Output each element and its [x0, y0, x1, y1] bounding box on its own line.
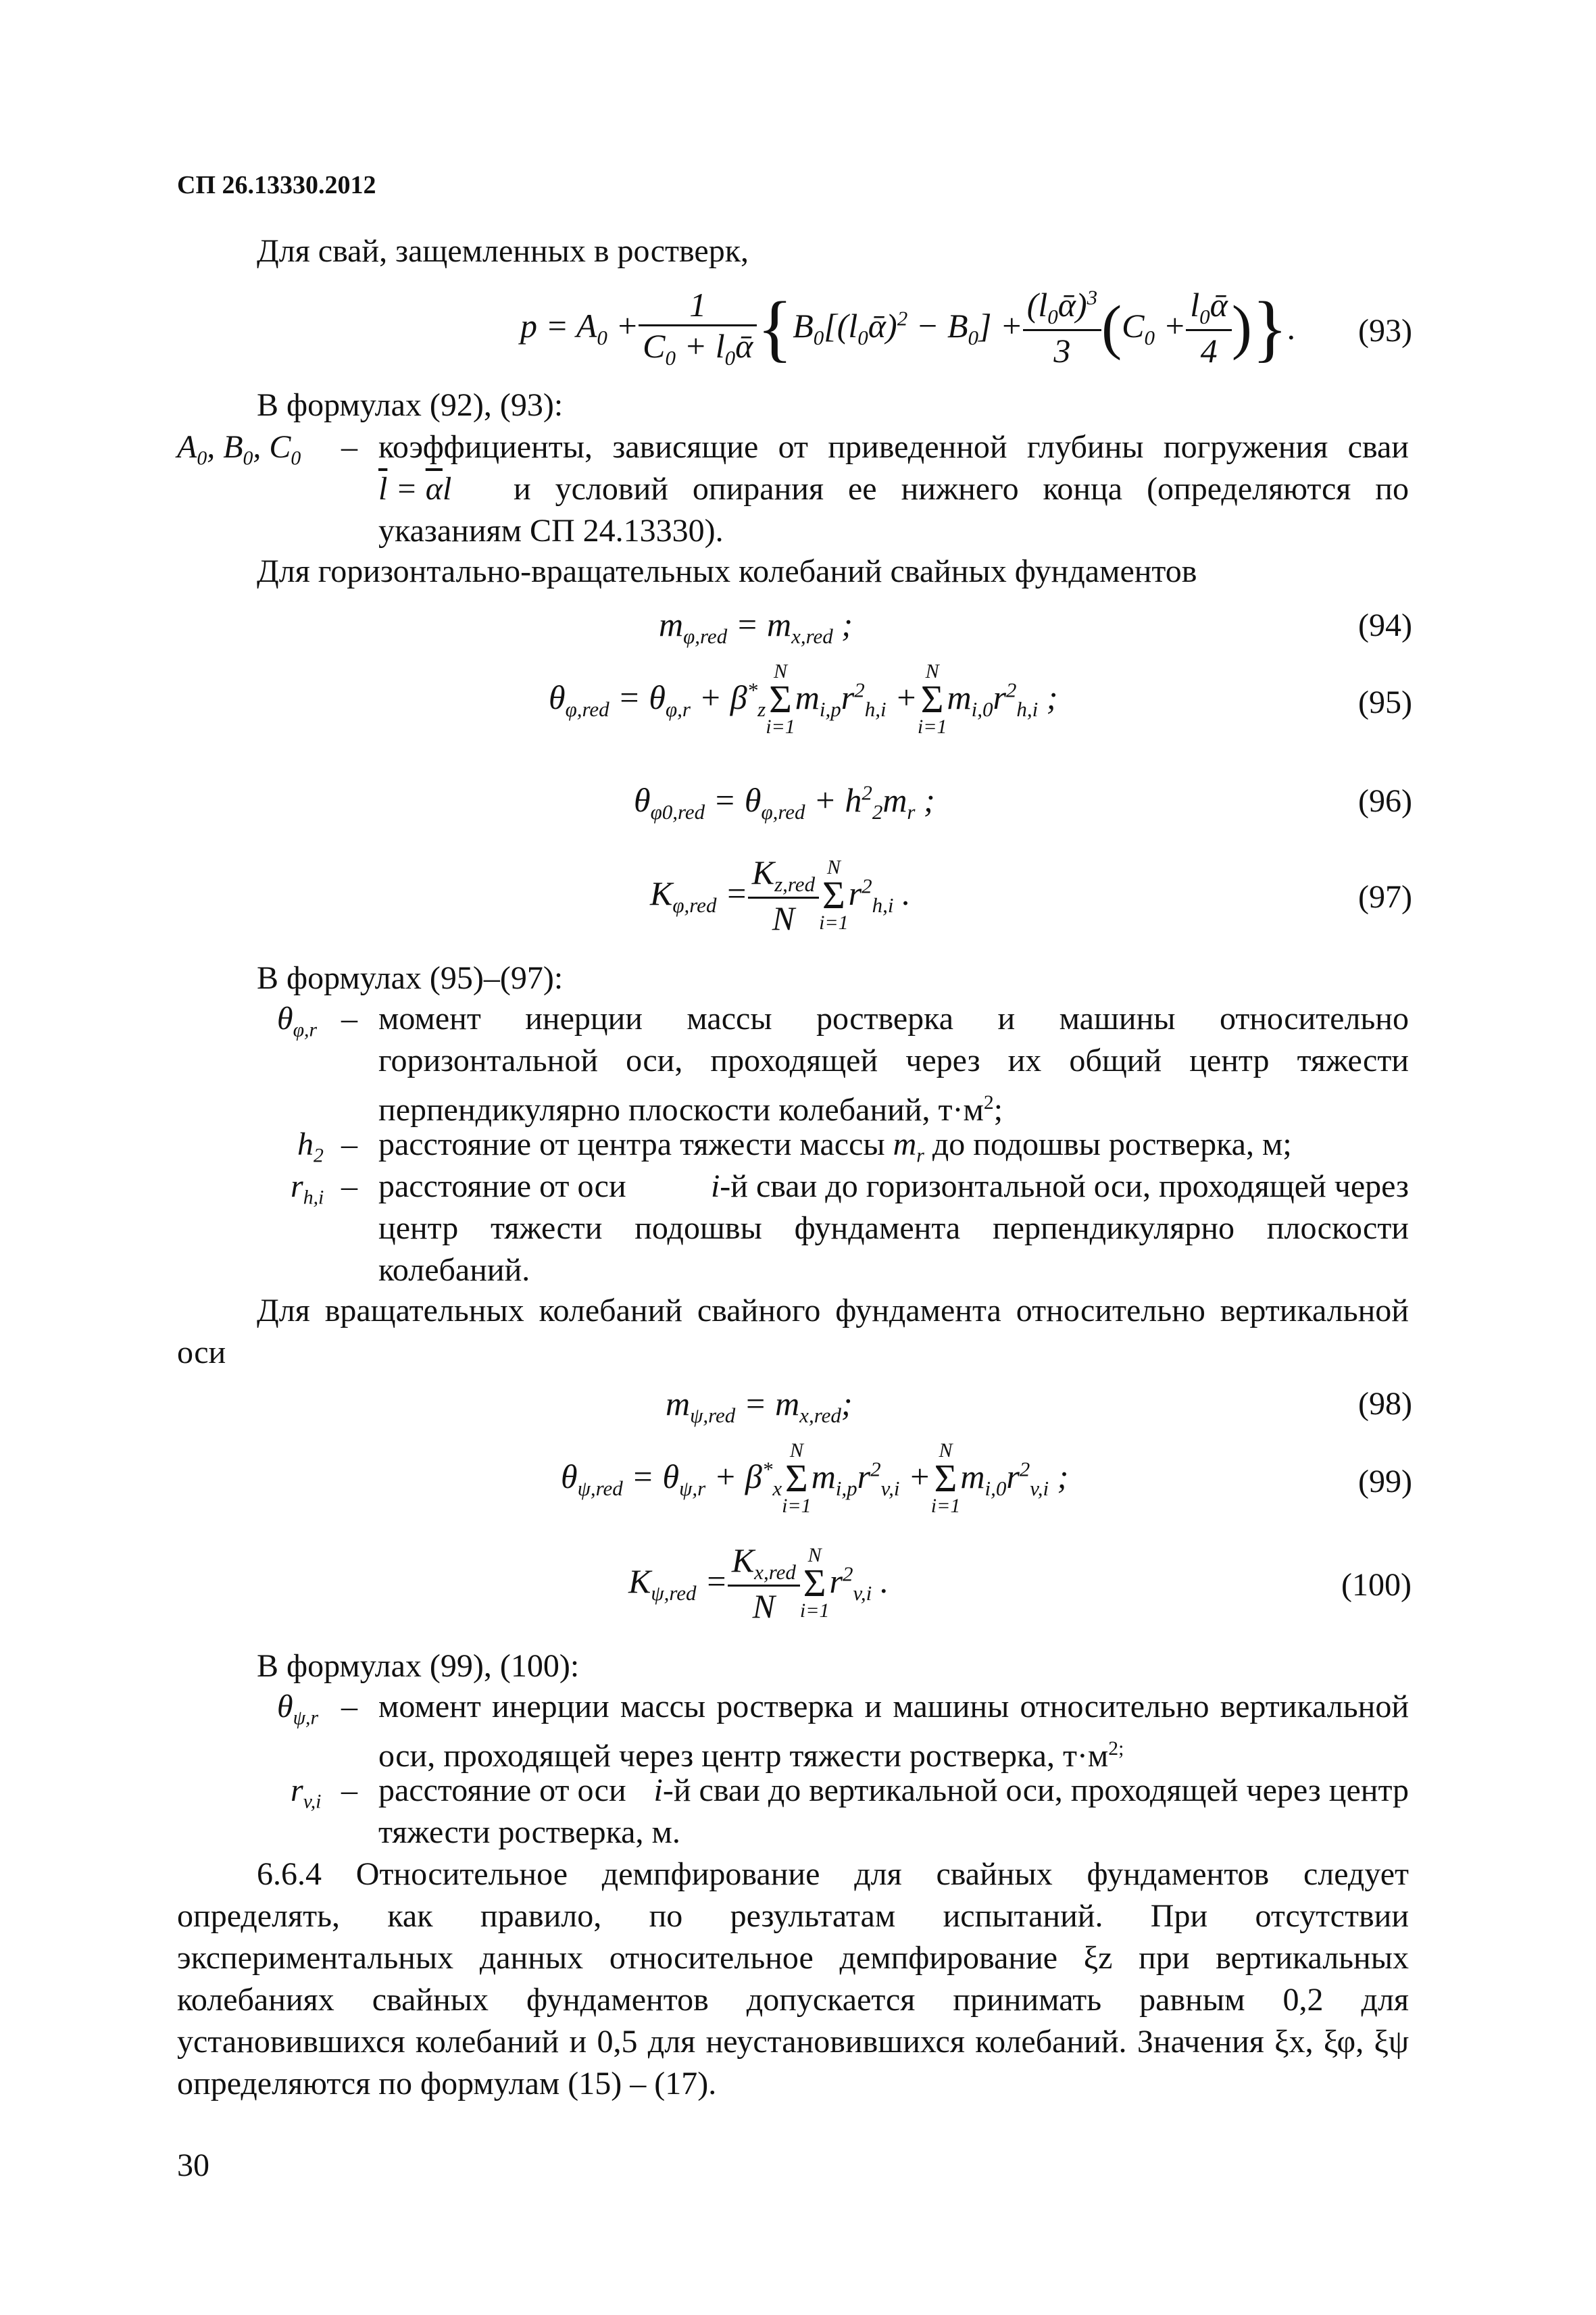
dash: –: [341, 1126, 357, 1162]
where-92-93-intro: В формулах (92), (93):: [257, 387, 564, 423]
equation-number-98: (98): [1358, 1386, 1412, 1422]
page-number: 30: [177, 2147, 209, 2183]
equation-number-95: (95): [1358, 684, 1412, 720]
where-95-97-intro: В формулах (95)–(97):: [257, 960, 564, 996]
symbol-h2: $h_2$: [297, 1126, 324, 1167]
section-664-line5: установившихся колебаний и 0,5 для неустановившихся колебаний. Значения ξx, ξφ, ξψ: [177, 2024, 1409, 2060]
definition-coeffs-line1: коэффициенты, зависящие от приведенной глубины погружения сваи: [378, 429, 1409, 465]
equation-number-100: (100): [1341, 1567, 1412, 1603]
equation-number-99: (99): [1358, 1464, 1412, 1499]
where-99-100-intro: В формулах (99), (100):: [257, 1648, 580, 1684]
section-664-line4: колебаниях свайных фундаментов допускается принимать равным 0,2 для: [177, 1982, 1409, 2018]
equation-number-93: (93): [1358, 313, 1412, 349]
equation-number-94: (94): [1358, 607, 1412, 643]
dash: –: [341, 1772, 357, 1808]
formula-99: $\theta_{\psi,red} = \theta_{\psi,r} + \beta^*_x$ N Σ i=1 $m_{i,p}r^2_{v,i}$ + N Σ i=1 $m_{i,0}r^2_{v,i}$ ;: [561, 1439, 1069, 1518]
h2-definition: расстояние от центра тяжести массы $m_r$ до подошвы ростверка, м;: [378, 1126, 1292, 1167]
theta-psi-definition-line1: момент инерции массы ростверка и машины относительно вертикальной: [378, 1689, 1409, 1724]
symbol-r-v-i: $r_{v,i}$: [291, 1772, 322, 1813]
formula-96: $\theta_{\varphi 0,red} = \theta_{\varphi,red} + h^2_2m_r$ ;: [634, 780, 935, 824]
symbol-theta-phi-r: $\theta_{\varphi,r}$: [277, 1001, 318, 1041]
theta-phi-definition-line3: перпендикулярно плоскости колебаний, $т\cdot м^2$;: [378, 1091, 1003, 1128]
formula-100: $K_{\psi,red}$ = $\frac{K_{x,red}}{N}$ N Σ i=1 $r^2_{v,i}$ .: [628, 1541, 889, 1625]
document-code: СП 26.13330.2012: [177, 171, 376, 199]
dash: –: [341, 1168, 357, 1204]
dash: –: [341, 1001, 357, 1037]
r-h-i-definition-line1: расстояние от оси i-й сваи до горизонтальной оси, проходящей через: [378, 1168, 1409, 1204]
formula-93: $p = A_0$ + $\frac{1}{C_0 + l_0ᾱ}$ { $B_0[(l_0ᾱ)^2 - B_0]$ + $\frac{(l_0ᾱ)^3}{3}$ ( $C_0$ + $\frac{l_0ᾱ}{4}$ ) } .: [520, 285, 1297, 370]
piles-intro: Для свай, защемленных в ростверк,: [257, 233, 749, 269]
r-v-i-definition-line2: тяжести ростверка, м.: [378, 1814, 680, 1850]
equation-number-96: (96): [1358, 783, 1412, 819]
definition-coeffs-line2: и условий опирания ее нижнего конца (определяются по: [514, 471, 1409, 507]
section-664-line2: определять, как правило, по результатам испытаний. При отсутствии: [177, 1898, 1409, 1934]
symbol-theta-psi-r: $\theta_{\psi,r}$: [277, 1689, 319, 1729]
formula-97: $K_{\varphi,red}$ = $\frac{K_{z,red}}{N}$ N Σ i=1 $r^2_{h,i}$ .: [650, 853, 911, 937]
dash: –: [341, 429, 357, 465]
horizontal-rotational-heading: Для горизонтально-вращательных колебаний свайных фундаментов: [257, 553, 1197, 589]
r-h-i-definition-line3: колебаний.: [378, 1252, 530, 1288]
theta-phi-definition-line2: горизонтальной оси, проходящей через их общий центр тяжести: [378, 1043, 1409, 1078]
formula-98: $m_{\psi,red} = m_{x,red}$;: [666, 1385, 853, 1427]
r-h-i-definition-line2: центр тяжести подошвы фундамента перпендикулярно плоскости: [378, 1210, 1409, 1246]
theta-psi-definition-line2: оси, проходящей через центр тяжести ростверка, $т\cdot м^{2;}$: [378, 1737, 1124, 1774]
equation-number-97: (97): [1358, 879, 1412, 915]
symbol-r-h-i: $r_{h,i}$: [291, 1168, 324, 1209]
symbols-a0-b0-c0: $A_0$, $B_0$, $C_0$: [177, 429, 301, 470]
section-664-line1: 6.6.4 Относительное демпфирование для свайных фундаментов следует: [257, 1856, 1409, 1892]
formula-94: $m_{\varphi,red} = m_{x,red}$ ;: [659, 605, 853, 648]
section-664-line3: экспериментальных данных относительное демпфирование ξz при вертикальных: [177, 1940, 1409, 1976]
section-664-line6: определяются по формулам (15) – (17).: [177, 2066, 717, 2101]
theta-phi-definition-line1: момент инерции массы ростверка и машины относительно: [378, 1001, 1409, 1037]
definition-coeffs-line3: указаниям СП 24.13330).: [378, 513, 724, 549]
formula-95: $\theta_{\varphi,red} = \theta_{\varphi,r} + \beta^*_z$ N Σ i=1 $m_{i,p}r^2_{h,i}$ + N Σ i=1 $m_{i,0}r^2_{h,i}$ ;: [549, 659, 1058, 739]
depth-symbol: $\overline{l} = \overline{\alpha}l$: [378, 471, 452, 507]
r-v-i-definition-line1: расстояние от оси i-й сваи до вертикальной оси, проходящей через центр: [378, 1772, 1409, 1808]
rotational-heading-cont: оси: [177, 1335, 226, 1370]
rotational-heading: Для вращательных колебаний свайного фундамента относительно вертикальной: [257, 1293, 1409, 1328]
dash: –: [341, 1689, 357, 1724]
